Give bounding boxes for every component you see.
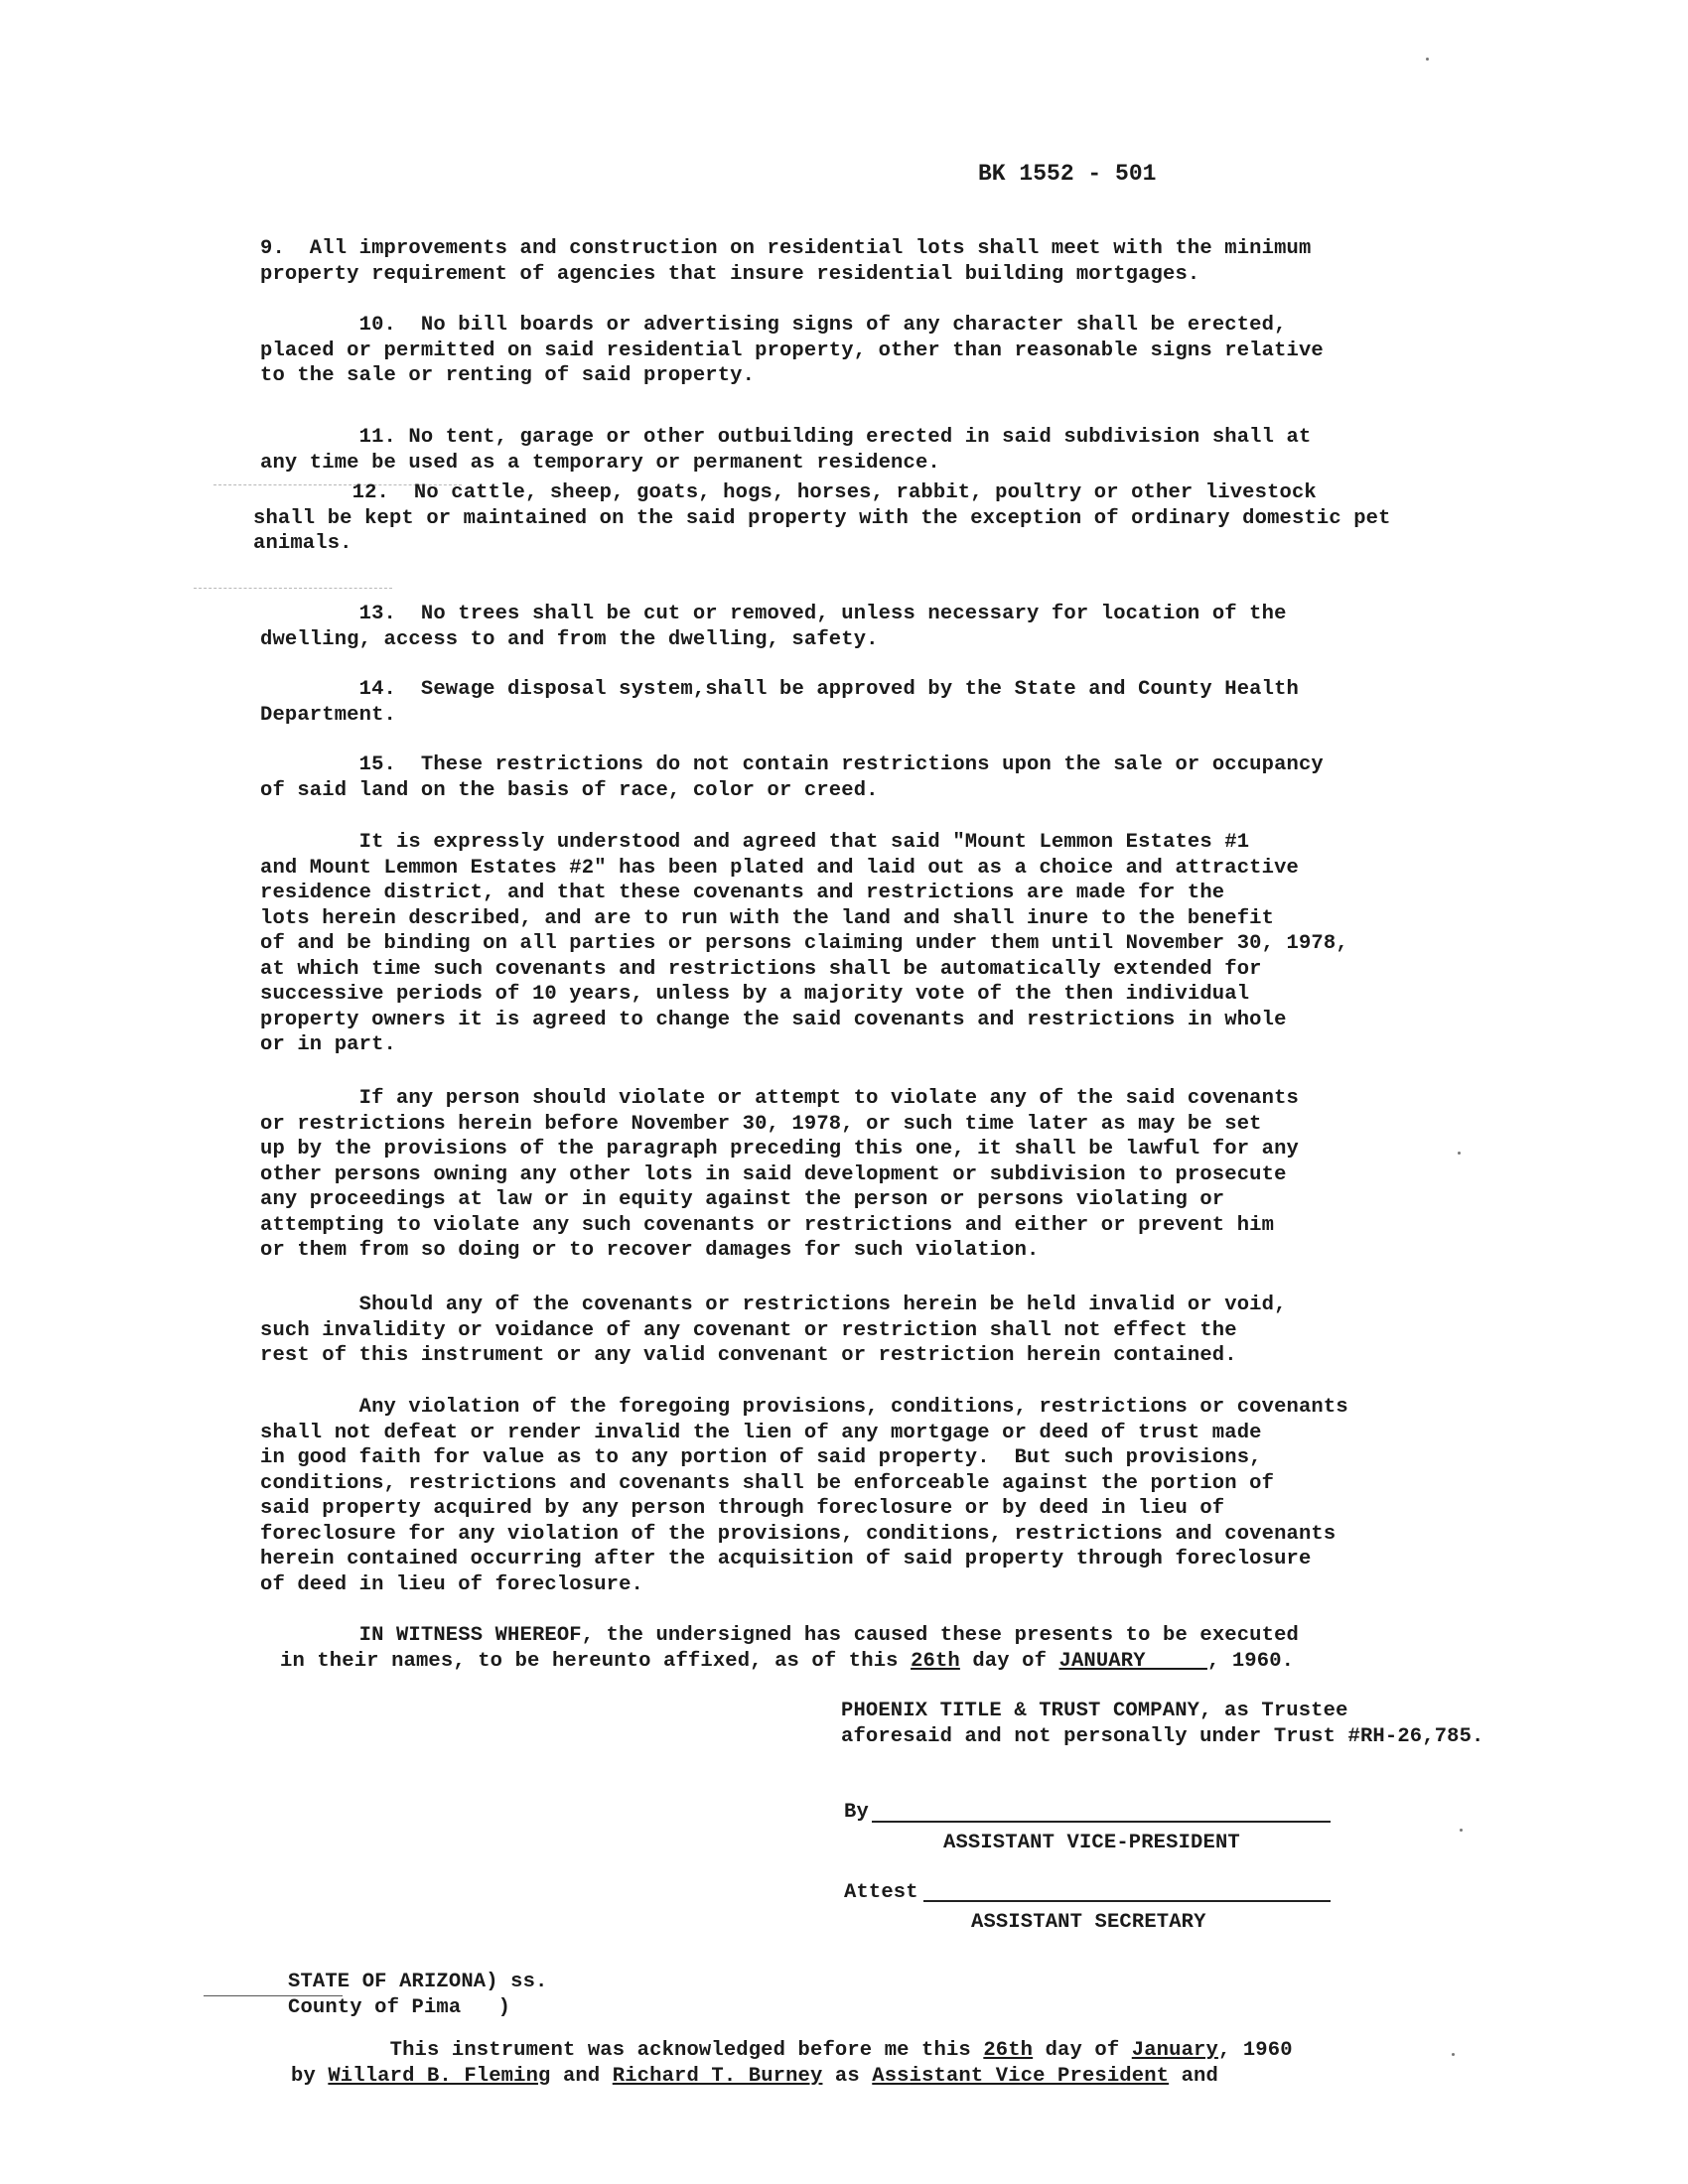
paragraph-9: 9. All improvements and construction on residential lots shall meet with the minimum property requirement of agencies that insure residential building mortgages.	[260, 237, 1312, 286]
paragraph-violation: If any person should violate or attempt to violate any of the said covenants or restrictions herein before November 30, 1978, or such time later as may be set up by the provisions of the paragraph preceding this one, it shall be lawful for any other persons owning any other lots in said development or subdivision to prosecute any proceedings at law or in equity against the person or persons violating or attempting to violate any such covenants or restrictions and either or prevent him or them from so doing or to recover damages for such violation.	[260, 1087, 1299, 1262]
scan-speck	[1458, 1152, 1461, 1155]
secretary-signature-line	[923, 1900, 1331, 1902]
paragraph-10: 10. No bill boards or advertising signs of any character shall be erected, placed or permitted on said residential property, other than reasonable signs relative to the sale or renting of said property.	[260, 314, 1324, 387]
acknowledgment-person-1: Willard B. Fleming	[328, 2065, 551, 2088]
acknowledgment-text: and	[1169, 2065, 1218, 2088]
acknowledgment-person-2: Richard T. Burney	[612, 2065, 823, 2088]
vice-president-title: ASSISTANT VICE-PRESIDENT	[943, 1832, 1240, 1854]
acknowledgment-line-2	[291, 2064, 1218, 2090]
witness-clause-line-2	[280, 1649, 1294, 1675]
trustee-line-1: PHOENIX TITLE & TRUST COMPANY, as Trustee	[841, 1700, 1348, 1722]
acknowledgment-text: and	[550, 2065, 613, 2088]
paragraph-severability: Should any of the covenants or restrictions herein be held invalid or void, such invalidity or voidance of any covenant or restriction shall not effect the rest of this instrument or any valid convenant or restriction herein contained.	[260, 1294, 1287, 1367]
paragraph-15: 15. These restrictions do not contain restrictions upon the sale or occupancy of said land on the basis of race, color or creed.	[260, 753, 1324, 802]
paragraph-14: 14. Sewage disposal system,shall be approved by the State and County Health Department.	[260, 678, 1299, 727]
paragraph-13: 13. No trees shall be cut or removed, unless necessary for location of the dwelling, access to and from the dwelling, safety.	[260, 603, 1287, 651]
scan-speck	[1452, 2053, 1455, 2056]
vice-president-signature-line	[872, 1821, 1331, 1823]
acknowledgment-text: , 1960	[1217, 2039, 1293, 2062]
paragraph-11: 11. No tent, garage or other outbuilding erected in said subdivision shall at any time be used as a temporary or permanent residence.	[260, 426, 1312, 475]
venue-state: STATE OF ARIZONA) ss.	[288, 1971, 548, 1993]
witness-text: , 1960.	[1206, 1650, 1295, 1673]
acknowledgment-line-1	[291, 2038, 1293, 2064]
scan-speck	[1426, 58, 1429, 61]
witness-text: in their names, to be hereunto affixed, as of this	[280, 1650, 912, 1673]
paragraph-12: 12. No cattle, sheep, goats, hogs, horses, rabbit, poultry or other livestock shall be kept or maintained on the said property with the exception of ordinary domestic pet animals.	[253, 481, 1391, 555]
secretary-title: ASSISTANT SECRETARY	[971, 1911, 1206, 1934]
scan-artifact-line	[194, 588, 392, 589]
acknowledgment-month: January	[1131, 2039, 1218, 2062]
witness-month: JANUARY	[1058, 1650, 1207, 1673]
acknowledgment-text: This instrument was acknowledged before me this	[291, 2039, 984, 2062]
scan-speck	[1460, 1829, 1463, 1832]
witness-clause-line-1: IN WITNESS WHEREOF, the undersigned has caused these presents to be executed	[260, 1624, 1299, 1647]
acknowledgment-day: 26th	[983, 2039, 1034, 2062]
acknowledgment-text: day of	[1033, 2039, 1132, 2062]
venue-county: County of Pima )	[288, 1996, 511, 2019]
book-page-reference: BK 1552 - 501	[978, 161, 1157, 187]
paragraph-mortgage-protection: Any violation of the foregoing provisions, conditions, restrictions or covenants shall not defeat or render invalid the lien of any mortgage or deed of trust made in good faith for value as to any portion of said property. But such provisions, conditions, restrictions and covenants shall be enforceable against the portion of said property acquired by any person through foreclosure or by deed in lieu of foreclosure for any violation of the provisions, conditions, restrictions and covenants herein contained occurring after the acquisition of said property through foreclosure of deed in lieu of foreclosure.	[260, 1396, 1348, 1596]
trustee-line-2: aforesaid and not personally under Trust #RH-26,785.	[841, 1725, 1484, 1748]
by-label: By	[844, 1801, 869, 1824]
witness-day: 26th	[911, 1650, 960, 1673]
acknowledgment-title: Assistant Vice President	[872, 2065, 1170, 2088]
attest-label: Attest	[844, 1881, 918, 1904]
witness-text: day of	[959, 1650, 1059, 1673]
acknowledgment-text: as	[822, 2065, 873, 2088]
paragraph-covenant-duration: It is expressly understood and agreed that said "Mount Lemmon Estates #1 and Mount Lemmon Estates #2" has been plated and laid out as a choice and attractive residence district, and that these covenants and restrictions are made for the lots herein described, and are to run with the land and shall inure to the benefit of and be binding on all parties or persons claiming under them until November 30, 1978, at which time such covenants and restrictions shall be automatically extended for successive periods of 10 years, unless by a majority vote of the then individual property owners it is agreed to change the said covenants and restrictions in whole or in part.	[260, 831, 1348, 1056]
acknowledgment-text: by	[291, 2065, 329, 2088]
